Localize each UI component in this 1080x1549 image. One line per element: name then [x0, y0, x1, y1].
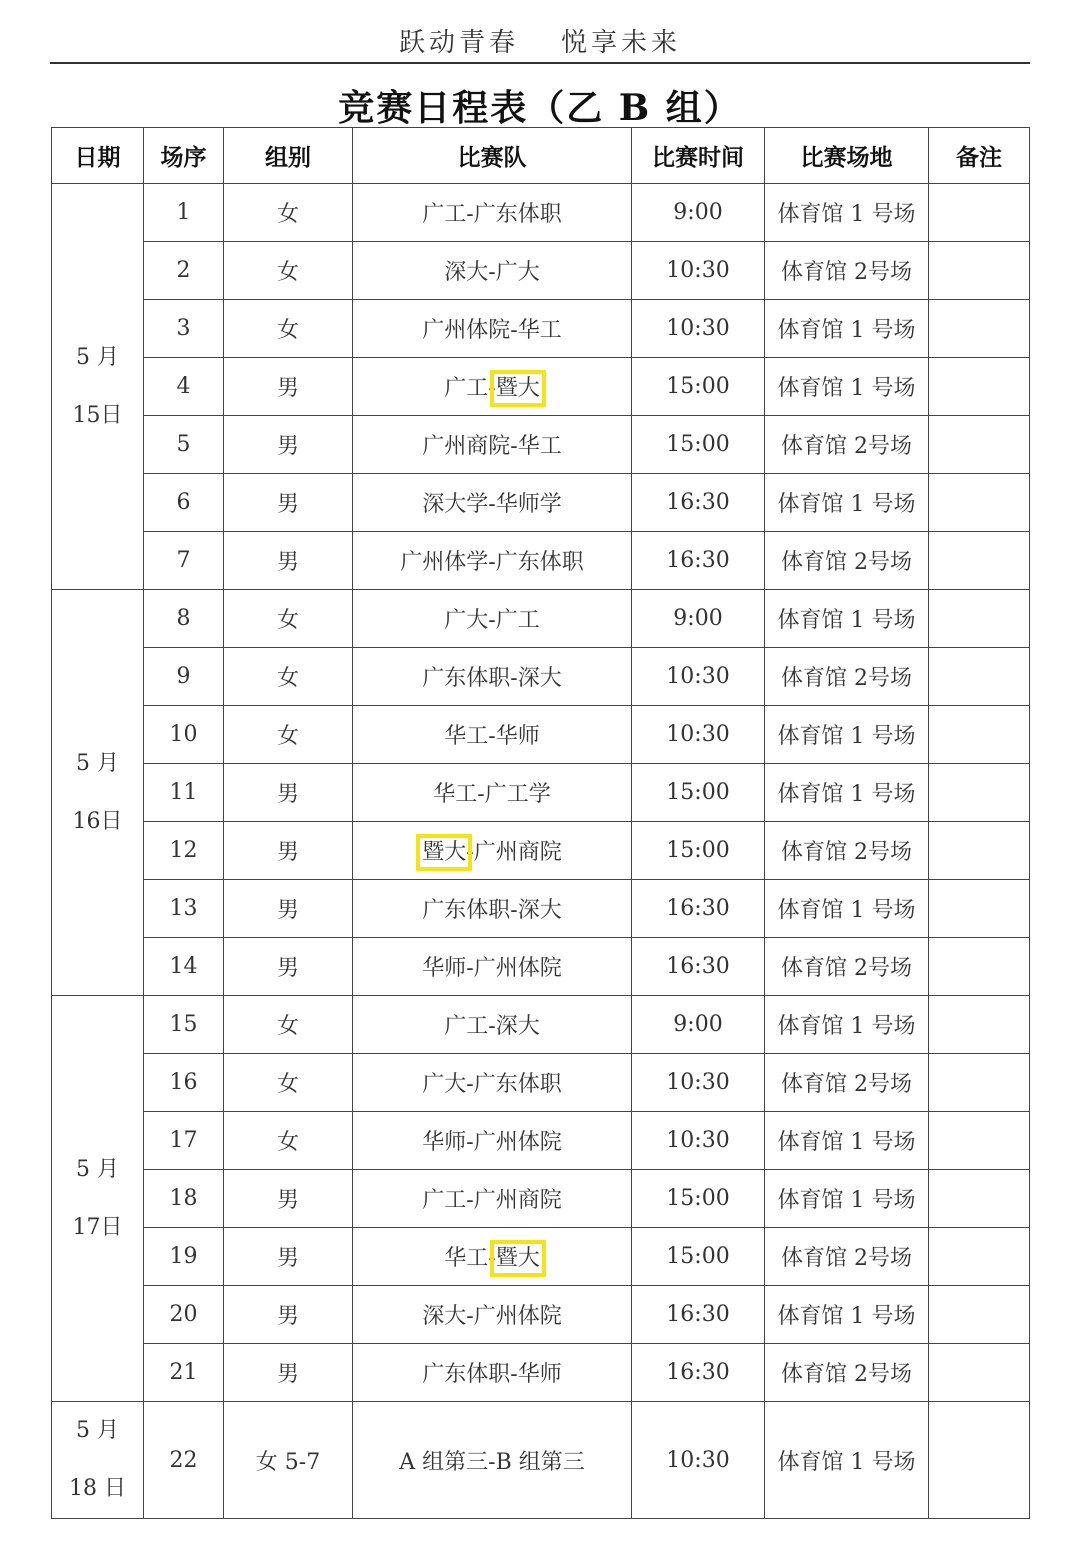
match-venue: 体育馆 1 号场 [765, 1170, 929, 1228]
team-away: 广州商院 [473, 840, 562, 865]
match-group: 女 [224, 184, 353, 242]
team-separator: - [488, 492, 496, 517]
date-day: 15日 [72, 402, 123, 428]
match-venue: 体育馆 1 号场 [765, 474, 929, 532]
match-number: 14 [144, 938, 224, 996]
team-separator: - [466, 1188, 474, 1213]
team-home: 广东体职 [422, 666, 511, 691]
match-time: 10:30 [632, 706, 765, 764]
match-teams [353, 184, 632, 242]
match-time: 10:30 [632, 242, 765, 300]
team-away: 华师 [495, 724, 540, 749]
team-away: 广东体职 [473, 1072, 562, 1097]
match-group: 男 [224, 764, 353, 822]
match-number: 2 [144, 242, 224, 300]
match-group: 男 [224, 416, 353, 474]
match-venue: 体育馆 1 号场 [765, 996, 929, 1054]
match-time: 10:30 [632, 648, 765, 706]
team-home: 暨大 [422, 840, 467, 865]
date-day: 16日 [72, 808, 123, 834]
match-teams [353, 822, 632, 880]
match-note [929, 822, 1030, 880]
match-note [929, 648, 1030, 706]
team-home: 广工 [444, 376, 489, 401]
match-teams [353, 1344, 632, 1402]
match-note [929, 1228, 1030, 1286]
team-home: 深大 [422, 1304, 467, 1329]
match-group: 女 [224, 242, 353, 300]
team-separator: - [488, 550, 496, 575]
match-number: 19 [144, 1228, 224, 1286]
team-separator: - [488, 260, 496, 285]
match-teams [353, 590, 632, 648]
team-separator: - [466, 1304, 474, 1329]
match-group: 女 [224, 648, 353, 706]
table-row [52, 474, 1030, 532]
match-note [929, 416, 1030, 474]
match-number: 22 [144, 1402, 224, 1519]
match-group: 男 [224, 358, 353, 416]
match-note [929, 532, 1030, 590]
match-note [929, 1054, 1030, 1112]
team-separator: - [510, 666, 518, 691]
match-number: 3 [144, 300, 224, 358]
match-note [929, 1170, 1030, 1228]
match-teams [353, 706, 632, 764]
match-group: 女 [224, 706, 353, 764]
match-time: 15:00 [632, 358, 765, 416]
table-row [52, 764, 1030, 822]
slogan [0, 22, 1080, 59]
table-row [52, 1112, 1030, 1170]
match-venue: 体育馆 1 号场 [765, 706, 929, 764]
match-group: 女 [224, 590, 353, 648]
table-row [52, 242, 1030, 300]
match-note [929, 300, 1030, 358]
match-note [929, 996, 1030, 1054]
match-teams [353, 648, 632, 706]
match-note [929, 242, 1030, 300]
match-time: 15:00 [632, 1228, 765, 1286]
match-group: 女 [224, 996, 353, 1054]
match-number: 11 [144, 764, 224, 822]
slogan-right: 悦享未来 [561, 28, 682, 58]
team-away: 暨大 [495, 376, 540, 401]
match-venue: 体育馆 2号场 [765, 1344, 929, 1402]
team-home: 广工 [444, 1014, 489, 1039]
team-away: 广东体职 [473, 202, 562, 227]
match-group: 男 [224, 880, 353, 938]
table-header-row [52, 128, 1030, 184]
match-time: 10:30 [632, 300, 765, 358]
match-venue: 体育馆 2号场 [765, 822, 929, 880]
slogan-left: 跃动青春 [398, 28, 519, 58]
team-separator: - [466, 1072, 474, 1097]
match-teams [353, 996, 632, 1054]
match-teams [353, 474, 632, 532]
match-teams [353, 1402, 632, 1519]
date-month: 5 月 [76, 750, 119, 776]
match-time: 15:00 [632, 764, 765, 822]
match-number: 15 [144, 996, 224, 1054]
match-note [929, 1402, 1030, 1519]
match-group: 男 [224, 474, 353, 532]
match-number: 13 [144, 880, 224, 938]
match-group: 男 [224, 1344, 353, 1402]
match-note [929, 880, 1030, 938]
team-home: 华工 [433, 782, 478, 807]
team-separator: - [510, 434, 518, 459]
match-number: 6 [144, 474, 224, 532]
team-away: 广州体院 [473, 1130, 562, 1155]
table-row [52, 1170, 1030, 1228]
match-venue: 体育馆 1 号场 [765, 590, 929, 648]
match-venue: 体育馆 1 号场 [765, 184, 929, 242]
match-group: 女 [224, 1054, 353, 1112]
match-group: 男 [224, 1286, 353, 1344]
match-time: 16:30 [632, 880, 765, 938]
match-venue: 体育馆 1 号场 [765, 880, 929, 938]
team-separator: - [488, 608, 496, 633]
date-cell [52, 590, 144, 996]
team-separator: - [466, 840, 474, 865]
schedule-body [52, 184, 1030, 1519]
team-separator: - [488, 376, 496, 401]
team-home: 广东体职 [422, 898, 511, 923]
team-home: 广大 [444, 608, 489, 633]
match-note [929, 764, 1030, 822]
date-day: 17日 [72, 1214, 123, 1240]
team-away: 暨大 [495, 1246, 540, 1271]
match-number: 20 [144, 1286, 224, 1344]
match-time: 9:00 [632, 184, 765, 242]
match-time: 16:30 [632, 474, 765, 532]
match-teams [353, 416, 632, 474]
match-venue: 体育馆 1 号场 [765, 1286, 929, 1344]
match-teams [353, 1228, 632, 1286]
team-home: 广州体学 [400, 550, 489, 575]
match-number: 8 [144, 590, 224, 648]
match-time: 10:30 [632, 1054, 765, 1112]
table-row [52, 996, 1030, 1054]
team-home: 华师 [422, 956, 467, 981]
match-group: 女 5-7 [224, 1402, 353, 1519]
header-divider [50, 62, 1030, 64]
team-away: 广工学 [484, 782, 551, 807]
match-number: 16 [144, 1054, 224, 1112]
match-teams [353, 880, 632, 938]
team-home: 深大 [444, 260, 489, 285]
match-group: 男 [224, 822, 353, 880]
team-away: 广东体职 [495, 550, 584, 575]
match-time: 16:30 [632, 938, 765, 996]
match-group: 男 [224, 938, 353, 996]
team-home: 华工 [444, 1246, 489, 1271]
team-away: 华工 [517, 434, 562, 459]
match-note [929, 1344, 1030, 1402]
table-row [52, 1054, 1030, 1112]
table-row [52, 416, 1030, 474]
match-venue: 体育馆 2号场 [765, 416, 929, 474]
match-time: 9:00 [632, 996, 765, 1054]
match-number: 12 [144, 822, 224, 880]
team-home: 华师 [422, 1130, 467, 1155]
match-time: 16:30 [632, 1286, 765, 1344]
team-away: 华师 [517, 1362, 562, 1387]
date-cell [52, 996, 144, 1402]
match-time: 15:00 [632, 416, 765, 474]
match-note [929, 938, 1030, 996]
team-separator: - [488, 1014, 496, 1039]
team-away: 深大 [517, 898, 562, 923]
date-month: 5 月 [76, 1418, 119, 1443]
column-header-group: 组别 [224, 128, 353, 184]
date-day: 18 日 [69, 1476, 126, 1501]
table-row [52, 706, 1030, 764]
table-row [52, 822, 1030, 880]
match-venue: 体育馆 1 号场 [765, 300, 929, 358]
match-venue: 体育馆 2号场 [765, 938, 929, 996]
table-row [52, 590, 1030, 648]
match-group: 女 [224, 1112, 353, 1170]
team-home: 深大学 [422, 492, 489, 517]
team-separator: - [488, 1449, 496, 1475]
team-separator: - [466, 956, 474, 981]
match-time: 10:30 [632, 1112, 765, 1170]
match-teams [353, 1286, 632, 1344]
match-note [929, 1286, 1030, 1344]
team-away: B 组第三 [495, 1449, 585, 1475]
team-separator: - [466, 202, 474, 227]
date-month: 5 月 [76, 1156, 119, 1182]
team-separator: - [510, 898, 518, 923]
match-note [929, 706, 1030, 764]
team-away: 华师学 [495, 492, 562, 517]
match-teams [353, 764, 632, 822]
match-note [929, 1112, 1030, 1170]
match-time: 15:00 [632, 822, 765, 880]
page-title: 竞赛日程表（乙 B 组） [338, 87, 742, 129]
match-number: 21 [144, 1344, 224, 1402]
team-away: 深大 [495, 1014, 540, 1039]
table-row [52, 1286, 1030, 1344]
column-header-time: 比赛时间 [632, 128, 765, 184]
table-row [52, 880, 1030, 938]
match-venue: 体育馆 1 号场 [765, 764, 929, 822]
match-venue: 体育馆 1 号场 [765, 358, 929, 416]
match-note [929, 358, 1030, 416]
match-venue: 体育馆 1 号场 [765, 1112, 929, 1170]
match-teams [353, 1170, 632, 1228]
match-venue: 体育馆 2号场 [765, 1228, 929, 1286]
table-row [52, 184, 1030, 242]
team-home: 广东体职 [422, 1362, 511, 1387]
team-separator: - [510, 318, 518, 343]
match-group: 男 [224, 1170, 353, 1228]
match-teams [353, 242, 632, 300]
team-home: 广大 [422, 1072, 467, 1097]
team-away: 广州体院 [473, 1304, 562, 1329]
match-number: 5 [144, 416, 224, 474]
match-venue: 体育馆 1 号场 [765, 1402, 929, 1519]
match-teams [353, 358, 632, 416]
match-number: 17 [144, 1112, 224, 1170]
team-separator: - [466, 1130, 474, 1155]
match-note [929, 184, 1030, 242]
date-cell [52, 1402, 144, 1519]
team-away: 广州商院 [473, 1188, 562, 1213]
table-row [52, 938, 1030, 996]
date-month: 5 月 [76, 344, 119, 370]
match-time: 16:30 [632, 1344, 765, 1402]
column-header-venue: 比赛场地 [765, 128, 929, 184]
date-cell [52, 184, 144, 590]
team-home: 华工 [444, 724, 489, 749]
match-number: 9 [144, 648, 224, 706]
match-venue: 体育馆 2号场 [765, 532, 929, 590]
match-teams [353, 300, 632, 358]
table-row [52, 300, 1030, 358]
team-away: 深大 [517, 666, 562, 691]
team-away: 广大 [495, 260, 540, 285]
table-row [52, 358, 1030, 416]
team-separator: - [477, 782, 485, 807]
match-note [929, 474, 1030, 532]
team-home: 广州商院 [422, 434, 511, 459]
match-number: 10 [144, 706, 224, 764]
match-venue: 体育馆 2号场 [765, 242, 929, 300]
table-row [52, 648, 1030, 706]
team-away: 广工 [495, 608, 540, 633]
column-header-note: 备注 [929, 128, 1030, 184]
match-teams [353, 532, 632, 590]
match-group: 女 [224, 300, 353, 358]
match-number: 1 [144, 184, 224, 242]
table-row [52, 1228, 1030, 1286]
team-away: 广州体院 [473, 956, 562, 981]
match-number: 18 [144, 1170, 224, 1228]
match-time: 10:30 [632, 1402, 765, 1519]
match-teams [353, 1054, 632, 1112]
team-separator: - [488, 1246, 496, 1271]
table-row [52, 532, 1030, 590]
team-home: 广工 [422, 202, 467, 227]
table-row [52, 1344, 1030, 1402]
match-time: 15:00 [632, 1170, 765, 1228]
column-header-match-no: 场序 [144, 128, 224, 184]
match-note [929, 590, 1030, 648]
match-time: 9:00 [632, 590, 765, 648]
match-venue: 体育馆 2号场 [765, 1054, 929, 1112]
team-home: A 组第三 [399, 1449, 489, 1475]
team-away: 华工 [517, 318, 562, 343]
match-group: 男 [224, 532, 353, 590]
match-venue: 体育馆 2号场 [765, 648, 929, 706]
match-time: 16:30 [632, 532, 765, 590]
match-group: 男 [224, 1228, 353, 1286]
match-teams [353, 1112, 632, 1170]
table-row [52, 1402, 1030, 1519]
schedule-table [51, 127, 1030, 1519]
column-header-date: 日期 [52, 128, 144, 184]
column-header-teams: 比赛队 [353, 128, 632, 184]
team-home: 广工 [422, 1188, 467, 1213]
team-separator: - [488, 724, 496, 749]
match-teams [353, 938, 632, 996]
team-separator: - [510, 1362, 518, 1387]
match-number: 7 [144, 532, 224, 590]
match-number: 4 [144, 358, 224, 416]
team-home: 广州体院 [422, 318, 511, 343]
